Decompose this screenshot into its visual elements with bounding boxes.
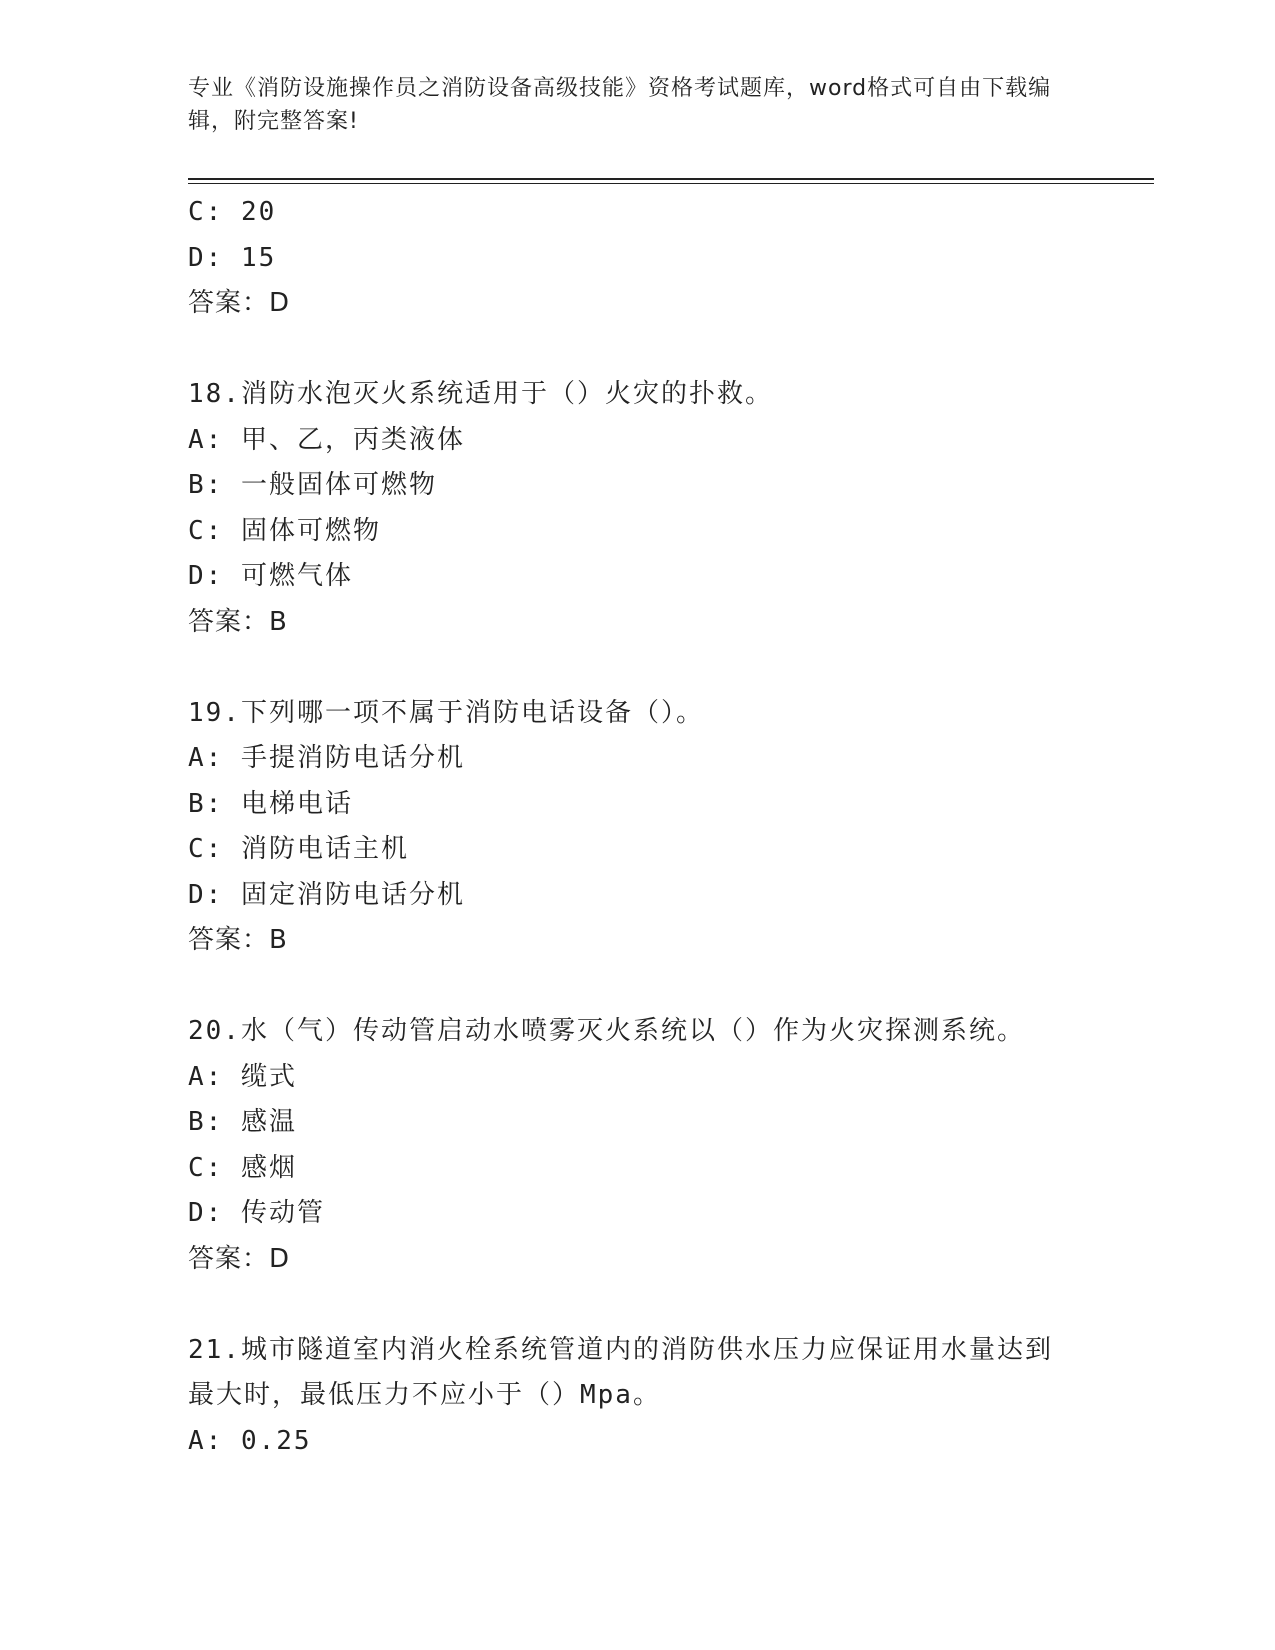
header-divider-thick: [188, 178, 1154, 180]
option-b: B: 一般固体可燃物: [188, 470, 437, 500]
option-c: C: 感烟: [188, 1152, 297, 1183]
question-21-block: [188, 1328, 1088, 1465]
option-a: A: 0.25: [188, 1425, 312, 1456]
option-b: B: 电梯电话: [188, 788, 353, 819]
option-d: D: 15: [188, 242, 277, 273]
question-text: 19.下列哪一项不属于消防电话设备（）。: [188, 697, 704, 728]
answer-label: 答案：D: [188, 1243, 291, 1274]
option-d: D: 传动管: [188, 1198, 325, 1228]
spacer: [188, 645, 1088, 691]
question-19-block: [188, 691, 1088, 964]
question-18-block: [188, 372, 1088, 645]
option-b: B: 感温: [188, 1107, 297, 1137]
answer-label: 答案：B: [188, 925, 288, 955]
document-header: [188, 72, 1068, 138]
option-a: A: 甲、乙，丙类液体: [188, 424, 465, 455]
spacer: [188, 964, 1088, 1010]
option-a: A: 手提消防电话分机: [188, 743, 465, 773]
answer-label: 答案：D: [188, 288, 291, 318]
question-text: 20.水（气）传动管启动水喷雾灭火系统以（）作为火灾探测系统。: [188, 1016, 1025, 1046]
option-c: C: 20: [188, 197, 277, 227]
option-d: D: 固定消防电话分机: [188, 879, 465, 910]
option-d: D: 可燃气体: [188, 561, 353, 591]
question-content: [188, 190, 1088, 1464]
question-text-line-2: 最大时，最低压力不应小于（）Mpa。: [188, 1380, 661, 1410]
header-text: 专业《消防设施操作员之消防设备高级技能》资格考试题库，word格式可自由下载编辑，附完整答案!: [188, 76, 1052, 134]
spacer: [188, 1282, 1088, 1328]
option-c: C: 消防电话主机: [188, 834, 409, 864]
answer-label: 答案：B: [188, 606, 288, 637]
spacer: [188, 327, 1088, 373]
header-divider-thin: [188, 183, 1154, 184]
prev-question-block: [188, 190, 1088, 327]
option-c: C: 固体可燃物: [188, 515, 381, 546]
question-text: 18.消防水泡灭火系统适用于（）火灾的扑救。: [188, 379, 773, 409]
option-a: A: 缆式: [188, 1061, 297, 1092]
question-text-line-1: 21.城市隧道室内消火栓系统管道内的消防供水压力应保证用水量达到: [188, 1334, 1053, 1365]
question-20-block: [188, 1009, 1088, 1282]
